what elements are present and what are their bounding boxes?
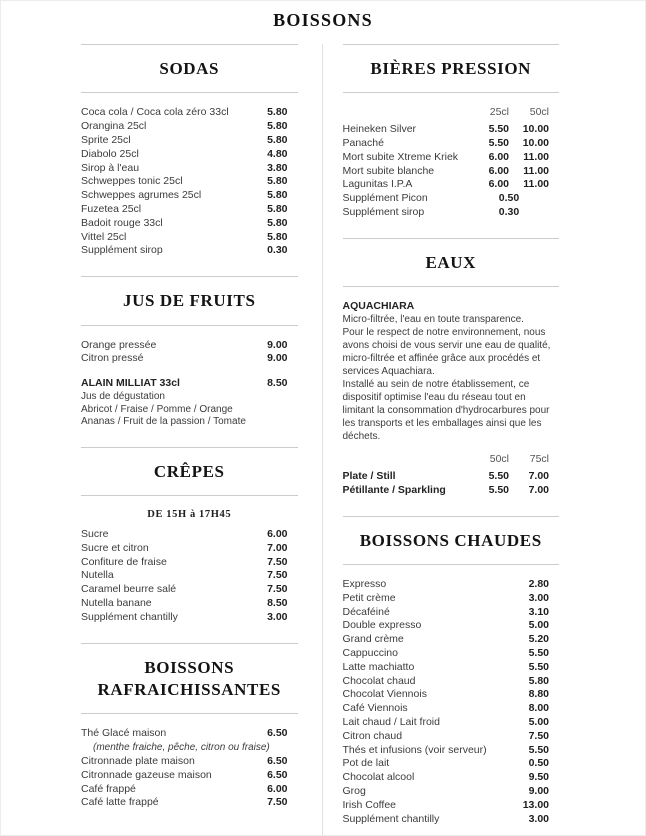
menu-item bbox=[81, 189, 298, 203]
menu-item bbox=[343, 730, 560, 744]
item-price: 11.00 bbox=[523, 150, 549, 163]
item-price: 5.50 bbox=[528, 647, 549, 660]
section-body bbox=[81, 714, 298, 810]
item-price: 5.50 bbox=[488, 123, 509, 136]
item-price: 6.50 bbox=[267, 727, 288, 740]
item-price: 3.80 bbox=[267, 161, 288, 174]
menu-item bbox=[81, 556, 298, 570]
item-label: Lait chaud / Lait froid bbox=[342, 716, 440, 729]
menu-item bbox=[343, 137, 560, 151]
item-label: Panaché bbox=[342, 137, 384, 150]
menu-item bbox=[343, 123, 560, 137]
water-description: Pour le respect de notre environnement, nous avons choisi de vous servir une eau de qualité, micro-filtrée et affinée grâce aux procédés et services Aquachiara. bbox=[342, 327, 551, 378]
menu-item bbox=[343, 661, 560, 675]
section-title: BIÈRES PRESSION bbox=[370, 59, 532, 78]
menu-item bbox=[343, 484, 560, 498]
item-note: Abricot / Fraise / Pomme / Orange bbox=[81, 403, 233, 415]
menu-item bbox=[81, 796, 298, 810]
item-label: Sirop à l'eau bbox=[81, 161, 140, 174]
column-divider bbox=[322, 44, 323, 836]
item-price: 11.00 bbox=[523, 178, 549, 191]
item-price: 13.00 bbox=[522, 798, 549, 811]
item-label: Chocolat chaud bbox=[342, 674, 416, 687]
item-label: Café Viennois bbox=[342, 702, 408, 715]
item-label: Fuzetea 25cl bbox=[81, 203, 142, 216]
item-label: Café frappé bbox=[81, 782, 136, 795]
item-label: Citronnade gazeuse maison bbox=[81, 768, 212, 781]
item-price: 5.00 bbox=[528, 619, 549, 632]
item-label: Décaféiné bbox=[342, 605, 390, 618]
item-label: Grog bbox=[342, 785, 366, 798]
menu-item bbox=[81, 162, 298, 176]
price-column-header: 25cl bbox=[489, 106, 509, 119]
item-label: Mort subite Xtreme Kriek bbox=[342, 150, 459, 163]
item-label: Nutella banane bbox=[81, 596, 152, 609]
section-heading bbox=[343, 57, 560, 93]
section-heading bbox=[343, 529, 560, 565]
menu-item bbox=[81, 611, 298, 625]
menu-item bbox=[343, 578, 560, 592]
menu-item bbox=[81, 120, 298, 134]
item-label: ALAIN MILLIAT 33cl bbox=[81, 377, 180, 390]
menu-columns bbox=[1, 44, 645, 836]
section-subheading: DE 15H à 17H45 bbox=[147, 508, 232, 520]
item-price: 7.00 bbox=[528, 483, 549, 496]
price-header-row bbox=[343, 106, 560, 120]
menu-item bbox=[343, 702, 560, 716]
item-price: 5.80 bbox=[528, 674, 549, 687]
item-price: 11.00 bbox=[523, 164, 549, 177]
section-title: SODAS bbox=[159, 59, 220, 78]
item-price: 7.00 bbox=[528, 470, 549, 483]
section-heading bbox=[81, 656, 298, 715]
item-price: 8.80 bbox=[528, 688, 549, 701]
item-price: 7.50 bbox=[267, 583, 288, 596]
item-price: 7.50 bbox=[528, 729, 549, 742]
menu-item bbox=[343, 799, 560, 813]
item-label: Thés et infusions (voir serveur) bbox=[342, 743, 487, 756]
item-label: Supplément sirop bbox=[342, 206, 425, 219]
item-label: Grand crème bbox=[342, 633, 404, 646]
item-label: Sprite 25cl bbox=[81, 134, 131, 147]
page-title: BOISSONS bbox=[273, 10, 373, 30]
item-price: 5.80 bbox=[267, 120, 288, 133]
item-price: 7.50 bbox=[267, 796, 288, 809]
item-price: 0.30 bbox=[498, 206, 520, 219]
menu-item bbox=[343, 688, 560, 702]
menu-item bbox=[343, 675, 560, 689]
item-price: 5.20 bbox=[528, 633, 549, 646]
item-label: Expresso bbox=[342, 578, 387, 591]
item-price: 6.00 bbox=[488, 150, 509, 163]
item-label: Vittel 25cl bbox=[81, 230, 127, 243]
section-body bbox=[343, 93, 560, 219]
item-label: Heineken Silver bbox=[342, 123, 417, 136]
item-price: 5.50 bbox=[488, 137, 509, 150]
water-description: Installé au sein de notre établissement, ce dispositif optimise l'eau du réseau tout en limitant la consommation d'hydrocarbures pour les transports et les emballages ainsi que les déchets. bbox=[342, 379, 550, 443]
item-label: Badoit rouge 33cl bbox=[81, 216, 163, 229]
menu-item bbox=[343, 813, 560, 827]
menu-item bbox=[343, 619, 560, 633]
section-heading bbox=[81, 460, 298, 496]
menu-column-right bbox=[343, 44, 560, 836]
menu-item bbox=[343, 592, 560, 606]
item-label: Pot de lait bbox=[342, 757, 390, 770]
menu-section bbox=[81, 276, 298, 428]
section-body bbox=[81, 326, 298, 429]
menu-item bbox=[343, 647, 560, 661]
menu-section bbox=[343, 238, 560, 498]
item-label: Supplément Picon bbox=[342, 192, 428, 205]
item-label: Plate / Still bbox=[342, 470, 396, 483]
item-label: Schweppes agrumes 25cl bbox=[81, 189, 202, 202]
item-price: 6.00 bbox=[267, 782, 288, 795]
item-price: 10.00 bbox=[522, 123, 549, 136]
item-price: 3.00 bbox=[267, 610, 288, 623]
item-label: Schweppes tonic 25cl bbox=[81, 175, 183, 188]
item-price: 6.00 bbox=[488, 178, 509, 191]
item-price: 9.00 bbox=[528, 785, 549, 798]
menu-item bbox=[343, 151, 560, 165]
section-title: CRÊPES bbox=[153, 461, 225, 481]
menu-item bbox=[81, 542, 298, 556]
item-label: Supplément chantilly bbox=[81, 610, 178, 623]
item-price: 5.80 bbox=[267, 134, 288, 147]
item-price: 5.00 bbox=[528, 716, 549, 729]
water-description: Micro-filtrée, l'eau en toute transparence. bbox=[342, 314, 524, 326]
item-price: 0.50 bbox=[528, 757, 549, 770]
price-column-header: 75cl bbox=[529, 453, 549, 466]
menu-section bbox=[81, 643, 298, 811]
menu-item bbox=[343, 206, 560, 220]
price-column-header: 50cl bbox=[529, 106, 549, 119]
item-label: Irish Coffee bbox=[342, 798, 396, 811]
item-label: Thé Glacé maison bbox=[81, 727, 167, 740]
menu-item bbox=[81, 244, 298, 258]
section-body bbox=[81, 93, 298, 258]
item-price: 5.50 bbox=[528, 743, 549, 756]
menu-item bbox=[343, 178, 560, 192]
item-price: 10.00 bbox=[522, 137, 549, 150]
item-price: 5.80 bbox=[267, 175, 288, 188]
section-body bbox=[343, 287, 560, 497]
item-label: Citron pressé bbox=[81, 352, 144, 365]
menu-item bbox=[343, 633, 560, 647]
section-body bbox=[81, 496, 298, 625]
menu-section bbox=[81, 447, 298, 625]
item-price: 5.50 bbox=[488, 483, 509, 496]
section-title: RAFRAICHISSANTES bbox=[97, 679, 281, 699]
item-label: Sucre bbox=[81, 527, 109, 540]
item-note: (menthe fraiche, pêche, citron ou fraise) bbox=[93, 742, 270, 754]
item-price: 5.80 bbox=[267, 230, 288, 243]
item-price: 9.00 bbox=[267, 352, 288, 365]
menu-item bbox=[343, 744, 560, 758]
item-price: 0.30 bbox=[267, 244, 288, 257]
item-price: 6.00 bbox=[488, 164, 509, 177]
menu-item bbox=[81, 352, 298, 366]
section-heading bbox=[343, 251, 560, 287]
menu-item bbox=[81, 583, 298, 597]
item-label: Supplément sirop bbox=[81, 244, 163, 257]
menu-item bbox=[81, 175, 298, 189]
menu-item bbox=[343, 165, 560, 179]
item-price: 5.80 bbox=[267, 106, 288, 119]
water-brand-title: AQUACHIARA bbox=[342, 300, 415, 313]
item-price: 8.50 bbox=[267, 596, 288, 609]
menu-section bbox=[81, 44, 298, 258]
item-price: 6.50 bbox=[267, 755, 288, 768]
menu-item bbox=[81, 377, 298, 391]
item-price: 6.00 bbox=[267, 527, 288, 540]
menu-item bbox=[343, 757, 560, 771]
item-label: Citron chaud bbox=[342, 729, 403, 742]
item-note: Jus de dégustation bbox=[81, 391, 165, 403]
menu-item bbox=[81, 106, 298, 120]
item-price: 7.00 bbox=[267, 541, 288, 554]
menu-item bbox=[343, 785, 560, 799]
item-label: Citronnade plate maison bbox=[81, 755, 195, 768]
menu-item bbox=[81, 217, 298, 231]
price-header-row bbox=[343, 453, 560, 467]
menu-item bbox=[81, 231, 298, 245]
section-heading bbox=[81, 57, 298, 93]
section-title: EAUX bbox=[425, 252, 477, 272]
menu-section bbox=[343, 516, 560, 827]
section-title: JUS DE FRUITS bbox=[123, 291, 256, 311]
menu-item bbox=[81, 148, 298, 162]
item-price: 8.50 bbox=[267, 377, 288, 390]
item-price: 5.80 bbox=[267, 189, 288, 202]
menu-item bbox=[81, 597, 298, 611]
item-price: 8.00 bbox=[528, 702, 549, 715]
item-label: Mort subite blanche bbox=[342, 164, 435, 177]
item-price: 2.80 bbox=[528, 578, 549, 591]
menu-item bbox=[81, 569, 298, 583]
menu-item bbox=[343, 470, 560, 484]
menu-column-left bbox=[81, 44, 298, 828]
item-price: 6.50 bbox=[267, 768, 288, 781]
item-label: Petit crème bbox=[342, 591, 396, 604]
item-price: 5.50 bbox=[528, 660, 549, 673]
item-price: 9.00 bbox=[267, 338, 288, 351]
item-price: 7.50 bbox=[267, 555, 288, 568]
item-label: Nutella bbox=[81, 569, 114, 582]
item-price: 3.10 bbox=[528, 605, 549, 618]
section-title: BOISSONS CHAUDES bbox=[359, 530, 542, 550]
menu-item bbox=[343, 716, 560, 730]
item-price: 5.80 bbox=[267, 216, 288, 229]
item-note: Ananas / Fruit de la passion / Tomate bbox=[81, 416, 246, 428]
item-label: Confiture de fraise bbox=[81, 555, 167, 568]
menu-item bbox=[343, 192, 560, 206]
item-price: 3.00 bbox=[528, 812, 549, 825]
section-heading bbox=[81, 289, 298, 325]
item-price: 7.50 bbox=[267, 569, 288, 582]
menu-item bbox=[81, 783, 298, 797]
menu-item bbox=[81, 755, 298, 769]
section-title: BOISSONS bbox=[144, 657, 235, 677]
item-price: 0.50 bbox=[498, 192, 520, 205]
item-label: Lagunitas I.P.A bbox=[342, 178, 413, 191]
price-column-header: 50cl bbox=[489, 453, 509, 466]
item-price: 4.80 bbox=[267, 147, 288, 160]
item-label: Diabolo 25cl bbox=[81, 147, 139, 160]
menu-item bbox=[81, 339, 298, 353]
item-label: Orange pressée bbox=[81, 338, 157, 351]
item-label: Caramel beurre salé bbox=[81, 583, 177, 596]
menu-item bbox=[81, 203, 298, 217]
item-label: Orangina 25cl bbox=[81, 120, 147, 133]
item-price: 9.50 bbox=[528, 771, 549, 784]
menu-item bbox=[81, 528, 298, 542]
item-label: Cappuccino bbox=[342, 647, 398, 660]
menu-item bbox=[343, 771, 560, 785]
menu-item bbox=[81, 769, 298, 783]
item-label: Coca cola / Coca cola zéro 33cl bbox=[81, 106, 229, 119]
item-price: 5.50 bbox=[488, 470, 509, 483]
item-label: Chocolat alcool bbox=[342, 771, 415, 784]
section-body bbox=[343, 565, 560, 826]
item-price: 5.80 bbox=[267, 203, 288, 216]
item-label: Café latte frappé bbox=[81, 796, 159, 809]
item-label: Latte machiatto bbox=[342, 660, 415, 673]
menu-item bbox=[81, 134, 298, 148]
item-label: Pétillante / Sparkling bbox=[342, 483, 446, 496]
menu-item bbox=[81, 727, 298, 741]
item-price: 3.00 bbox=[528, 591, 549, 604]
item-label: Supplément chantilly bbox=[342, 812, 440, 825]
item-label: Chocolat Viennois bbox=[342, 688, 427, 701]
item-label: Sucre et citron bbox=[81, 541, 149, 554]
menu-section bbox=[343, 44, 560, 220]
item-label: Double expresso bbox=[342, 619, 422, 632]
menu-item bbox=[343, 606, 560, 620]
